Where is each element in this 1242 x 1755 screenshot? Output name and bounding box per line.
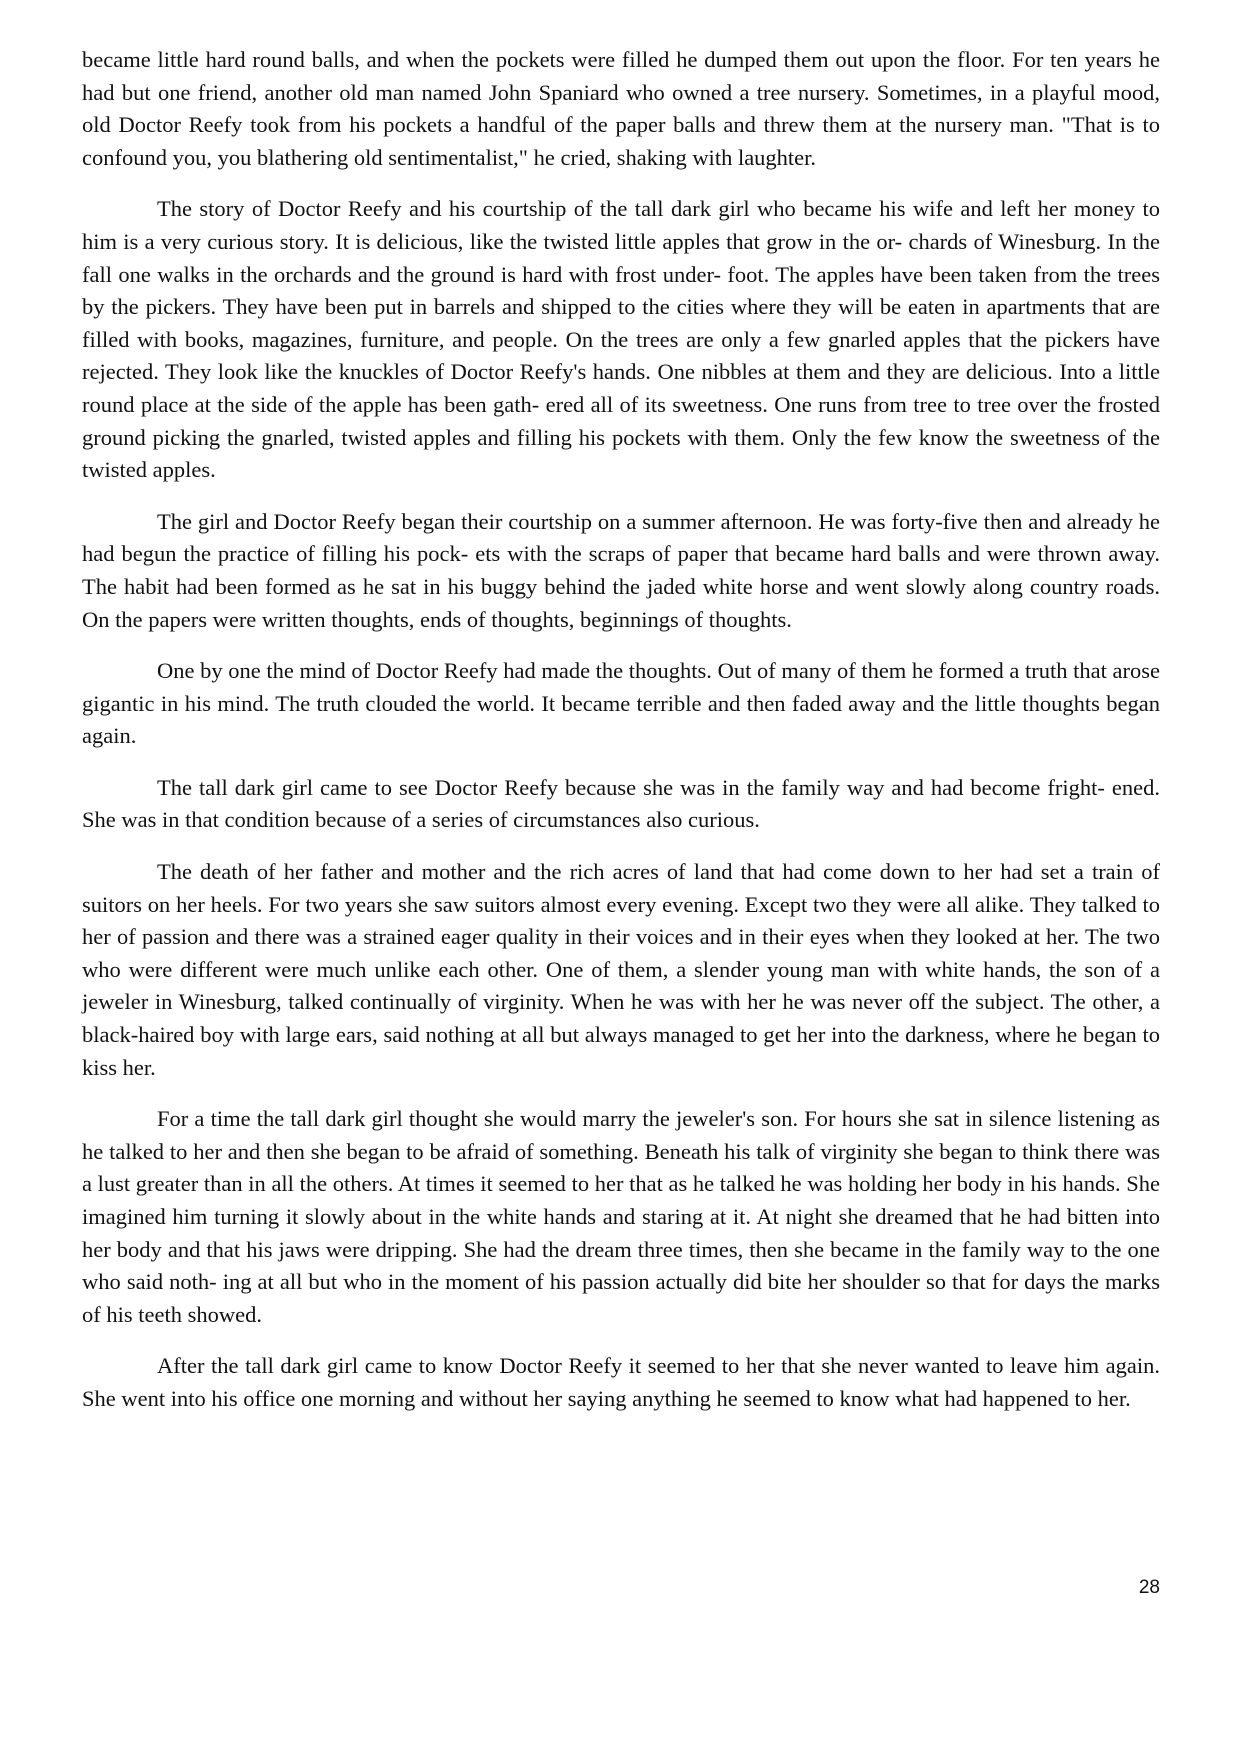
paragraph-3: The girl and Doctor Reefy began their courtship on a summer afternoon. He was forty-five then and already he had begun the practice of filling his pock- ets with the scraps of paper that became hard balls and were thrown away. The habit had been formed as he sat in his buggy behind the jaded white horse and went slowly along country roads. On the papers were written thoughts, ends of thoughts, beginnings of thoughts. (82, 508, 1160, 632)
page-number: 28 (1138, 1577, 1160, 1598)
paragraph-8: After the tall dark girl came to know Doctor Reefy it seemed to her that she never wanted to leave him again. She went into his office one morning and without her saying anything he seemed to know what had happened to her. (82, 1353, 1160, 1411)
paragraph-1: became little hard round balls, and when the pockets were filled he dumped them out upon the floor. For ten years he had but one friend, another old man named John Spaniard who owned a tree nursery. Sometimes, in a playful mood, old Doctor Reefy took from his pockets a handful of the paper balls and threw them at the nursery man. "That is to confound you, you blathering old sentimentalist," he cried, shaking with laughter. (82, 47, 1160, 170)
paragraph-7: For a time the tall dark girl thought she would marry the jeweler's son. For hours she sat in silence listening as he talked to her and then she began to be afraid of something. Beneath his talk of virginity she began to think there was a lust greater than in all the others. At times it seemed to her that as he talked he was holding her body in his hands. She imagined him turning it slowly about in the white hands and staring at it. At night she dreamed that he had bitten into her body and that his jaws were dripping. She had the dream three times, then she became in the family way to the one who said noth- ing at all but who in the moment of his passion actually did bite her shoulder so that for days the marks of his teeth showed. (82, 1106, 1160, 1327)
document-page (82, 44, 1160, 1435)
paragraph-4: One by one the mind of Doctor Reefy had made the thoughts. Out of many of them he formed a truth that arose gigantic in his mind. The truth clouded the world. It became terrible and then faded away and the little thoughts began again. (82, 658, 1160, 749)
paragraph-6: The death of her father and mother and the rich acres of land that had come down to her had set a train of suitors on her heels. For two years she saw suitors almost every evening. Except two they were all alike. They talked to her of passion and there was a strained eager quality in their voices and in their eyes when they looked at her. The two who were different were much unlike each other. One of them, a slender young man with white hands, the son of a jeweler in Winesburg, talked continually of virginity. When he was with her he was never off the subject. The other, a black-haired boy with large ears, said nothing at all but always managed to get her into the darkness, where he began to kiss her. (82, 859, 1160, 1080)
paragraph-2: The story of Doctor Reefy and his courtship of the tall dark girl who became his wife and left her money to him is a very curious story. It is delicious, like the twisted little apples that grow in the or- chards of Winesburg. In the fall one walks in the orchards and the ground is hard with frost under- foot. The apples have been taken from the trees by the pickers. They have been put in barrels and shipped to the cities where they will be eaten in apartments that are filled with books, magazines, furniture, and people. On the trees are only a few gnarled apples that the pickers have rejected. They look like the knuckles of Doctor Reefy's hands. One nibbles at them and they are delicious. Into a little round place at the side of the apple has been gath- ered all of its sweetness. One runs from tree to tree over the frosted ground picking the gnarled, twisted apples and filling his pockets with them. Only the few know the sweetness of the twisted apples. (82, 196, 1160, 483)
paragraph-5: The tall dark girl came to see Doctor Reefy because she was in the family way and had become fright- ened. She was in that condition because of a series of circumstances also curious. (82, 774, 1160, 833)
